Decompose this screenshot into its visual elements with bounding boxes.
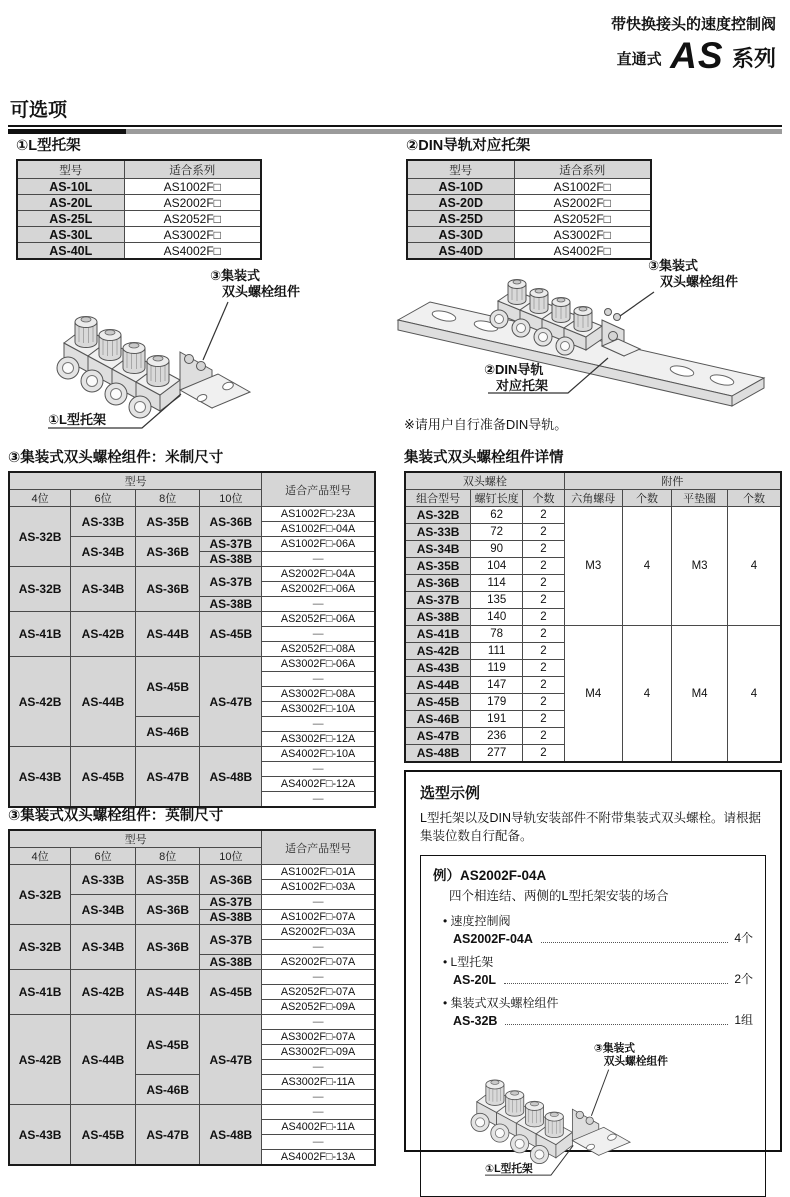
product-cell: AS3002F□-11A — [262, 1075, 375, 1090]
model-cell: AS-43B — [9, 747, 71, 808]
product-cell: — — [262, 1135, 375, 1150]
stud-assembly-label: 双头螺栓组件 — [660, 274, 739, 289]
qty-cell: 2 — [523, 643, 565, 660]
stud-detail-table — [404, 471, 782, 763]
header-row — [405, 490, 781, 507]
screw-length-cell: 119 — [471, 660, 523, 677]
column-header: 个数 — [727, 490, 781, 507]
column-header: 10位 — [200, 490, 262, 507]
product-cell: — — [262, 1015, 375, 1030]
product-cell: — — [262, 552, 375, 567]
model-cell: AS-32B — [9, 865, 71, 925]
product-cell: AS3002F□-10A — [262, 702, 375, 717]
stud-assembly-label: ③集装式 — [593, 1042, 635, 1055]
l-bracket-assembly-figure — [14, 256, 386, 449]
qty-cell: 2 — [523, 626, 565, 643]
product-cell: AS2002F□-04A — [262, 567, 375, 582]
din-rail-note: ※请用户自行准备DIN导轨。 — [404, 417, 568, 432]
series-title — [616, 35, 776, 76]
model-cell: AS-40D — [407, 243, 514, 260]
example-item-row — [453, 1011, 753, 1028]
model-cell: AS-36B — [200, 507, 262, 537]
screw-length-cell: 147 — [471, 677, 523, 694]
product-cell: AS2052F□-08A — [262, 642, 375, 657]
table-row — [17, 195, 261, 211]
product-cell: — — [262, 717, 375, 732]
model-cell: AS-35B — [405, 558, 471, 575]
column-header: 6位 — [71, 490, 136, 507]
example-item-list — [433, 912, 753, 1028]
product-cell: AS4002F□-13A — [262, 1150, 375, 1166]
group-header: 附件 — [564, 472, 781, 490]
series-cell: AS1002F□ — [124, 179, 261, 195]
model-cell: AS-42B — [71, 612, 136, 657]
header-row — [17, 160, 261, 179]
product-cell: — — [262, 1090, 375, 1105]
valve-knob-icon — [147, 356, 169, 387]
washer-qty-cell: 4 — [727, 626, 781, 763]
model-cell: AS-34B — [405, 541, 471, 558]
stud-assembly-label: 双头螺栓组件 — [222, 284, 301, 299]
manifold-l-illustration — [14, 256, 386, 444]
model-cell: AS-33B — [71, 507, 136, 537]
series-cell: AS2002F□ — [124, 195, 261, 211]
model-cell: AS-37B — [200, 895, 262, 910]
model-cell: AS-10D — [407, 179, 514, 195]
inch-stud-table — [8, 829, 376, 1166]
table-row — [407, 227, 651, 243]
l-bracket-figure-label: ①L型托架 — [48, 412, 106, 427]
product-cell: AS1002F□-23A — [262, 507, 375, 522]
screw-length-cell: 72 — [471, 524, 523, 541]
product-cell: AS3002F□-08A — [262, 687, 375, 702]
product-cell: — — [262, 940, 375, 955]
column-header: 适合产品型号 — [262, 472, 375, 507]
screw-length-cell: 277 — [471, 745, 523, 763]
series-type: 直通式 — [616, 51, 662, 68]
product-cell: — — [262, 597, 375, 612]
model-cell: AS-37B — [405, 592, 471, 609]
washer-cell: M3 — [672, 507, 728, 626]
table-row — [9, 1015, 375, 1030]
example-item-qty: 1组 — [734, 1013, 753, 1028]
column-header: 组合型号 — [405, 490, 471, 507]
dotted-leader — [504, 983, 728, 984]
model-cell: AS-40L — [17, 243, 124, 260]
product-cell: AS3002F□-12A — [262, 732, 375, 747]
model-cell: AS-47B — [405, 728, 471, 745]
table-row — [17, 179, 261, 195]
example-item-label: • 集装式双头螺栓组件 — [443, 994, 753, 1011]
valve-knob-icon — [552, 298, 570, 323]
valve-knob-icon — [574, 307, 592, 332]
column-header: 个数 — [622, 490, 672, 507]
qty-cell: 2 — [523, 677, 565, 694]
model-cell: AS-38B — [200, 552, 262, 567]
table-row — [407, 211, 651, 227]
model-cell: AS-47B — [200, 1015, 262, 1105]
model-cell: AS-45B — [135, 1015, 200, 1075]
valve-knob-icon — [508, 280, 526, 305]
model-cell: AS-43B — [9, 1105, 71, 1166]
nut-cell: M4 — [564, 626, 622, 763]
model-cell: AS-10L — [17, 179, 124, 195]
din-rail-assembly-figure — [396, 250, 780, 417]
example-item-label: • 速度控制阀 — [443, 912, 753, 929]
column-header: 六角螺母 — [564, 490, 622, 507]
model-cell: AS-46B — [135, 1075, 200, 1105]
model-cell: AS-38B — [405, 609, 471, 626]
example-figure — [433, 1035, 753, 1190]
model-cell: AS-20L — [17, 195, 124, 211]
table-row — [9, 507, 375, 522]
screw-length-cell: 111 — [471, 643, 523, 660]
model-cell: AS-42B — [71, 970, 136, 1015]
model-cell: AS-44B — [71, 657, 136, 747]
model-cell: AS-34B — [71, 537, 136, 567]
stud-leader-line — [591, 1070, 608, 1116]
qty-cell: 2 — [523, 541, 565, 558]
series-cell: AS2052F□ — [514, 211, 651, 227]
stud-assembly-label: 双头螺栓组件 — [603, 1055, 668, 1068]
model-cell: AS-33B — [71, 865, 136, 895]
table-row — [17, 211, 261, 227]
din-bracket-table — [406, 159, 652, 260]
metric-stud-section — [8, 446, 376, 808]
qty-cell: 2 — [523, 660, 565, 677]
product-subtitle: 带快换接头的速度控制阀 — [610, 16, 776, 33]
model-cell: AS-45B — [135, 657, 200, 717]
inch-stud-section — [8, 804, 376, 1166]
column-header: 个数 — [523, 490, 565, 507]
product-cell: — — [262, 1060, 375, 1075]
product-cell: AS3002F□-09A — [262, 1045, 375, 1060]
section-title: 可选项 — [8, 95, 782, 127]
product-cell: AS1002F□-03A — [262, 880, 375, 895]
model-cell: AS-32B — [9, 567, 71, 612]
qty-cell: 2 — [523, 609, 565, 626]
model-cell: AS-37B — [200, 537, 262, 552]
qty-cell: 2 — [523, 524, 565, 541]
group-header: 型号 — [9, 830, 262, 848]
model-cell: AS-25L — [17, 211, 124, 227]
product-cell: AS4002F□-10A — [262, 747, 375, 762]
product-cell: — — [262, 895, 375, 910]
product-cell: AS2002F□-06A — [262, 582, 375, 597]
page-header — [611, 16, 776, 78]
section-optional-parts — [8, 95, 782, 134]
model-cell: AS-33B — [405, 524, 471, 541]
example-item-model: AS-20L — [453, 973, 497, 988]
model-cell: AS-45B — [200, 970, 262, 1015]
qty-cell: 2 — [523, 575, 565, 592]
model-cell: AS-42B — [9, 657, 71, 747]
table-row — [9, 612, 375, 627]
dotted-leader — [541, 942, 728, 943]
model-cell: AS-48B — [405, 745, 471, 763]
table-row — [9, 865, 375, 880]
screw-length-cell: 62 — [471, 507, 523, 524]
model-cell: AS-48B — [200, 1105, 262, 1166]
valve-knob-icon — [530, 289, 548, 314]
example-item-label: • L型托架 — [443, 953, 753, 970]
screw-length-cell: 135 — [471, 592, 523, 609]
table-row — [9, 657, 375, 672]
model-cell: AS-44B — [135, 612, 200, 657]
series-cell: AS4002F□ — [124, 243, 261, 260]
stud-leader-line — [203, 302, 228, 360]
example-item-qty: 4个 — [734, 931, 753, 946]
header-row — [407, 160, 651, 179]
product-cell: AS1002F□-07A — [262, 910, 375, 925]
valve-knob-icon — [99, 330, 121, 361]
din-bracket-title: ②DIN导轨对应托架 — [406, 138, 531, 154]
column-header: 型号 — [17, 160, 124, 179]
qty-cell: 2 — [523, 745, 565, 763]
example-detail-box — [420, 855, 766, 1197]
product-cell: AS3002F□-06A — [262, 657, 375, 672]
model-cell: AS-37B — [200, 925, 262, 955]
model-cell: AS-32B — [9, 925, 71, 970]
stud-detail-title: 集装式双头螺栓组件详情 — [404, 450, 564, 466]
column-header: 6位 — [71, 848, 136, 865]
model-cell: AS-44B — [135, 970, 200, 1015]
model-cell: AS-42B — [9, 1015, 71, 1105]
column-header: 适合系列 — [124, 160, 261, 179]
series-cell: AS2052F□ — [124, 211, 261, 227]
l-bracket-table — [16, 159, 262, 260]
model-cell: AS-47B — [200, 657, 262, 747]
model-cell: AS-36B — [135, 925, 200, 970]
model-cell: AS-47B — [135, 1105, 200, 1166]
model-cell: AS-46B — [405, 711, 471, 728]
model-cell: AS-45B — [71, 1105, 136, 1166]
screw-length-cell: 191 — [471, 711, 523, 728]
product-cell: AS2052F□-09A — [262, 1000, 375, 1015]
model-cell: AS-30D — [407, 227, 514, 243]
stud-assembly-label: ③集装式 — [210, 268, 261, 283]
model-cell: AS-35B — [135, 865, 200, 895]
product-cell: AS2052F□-07A — [262, 985, 375, 1000]
product-cell: AS2052F□-06A — [262, 612, 375, 627]
example-item-model: AS-32B — [453, 1014, 498, 1029]
selection-example-title: 选型示例 — [420, 785, 481, 802]
valve-knob-icon — [123, 343, 145, 374]
model-cell: AS-36B — [135, 537, 200, 567]
washer-cell: M4 — [672, 626, 728, 763]
model-cell: AS-42B — [405, 643, 471, 660]
l-bracket-drawing — [180, 352, 250, 408]
model-cell: AS-45B — [71, 747, 136, 808]
l-bracket-figure-label: ①L型托架 — [485, 1163, 533, 1176]
product-cell: AS2002F□-03A — [262, 925, 375, 940]
model-cell: AS-34B — [71, 895, 136, 925]
model-cell: AS-36B — [135, 567, 200, 612]
model-cell: AS-46B — [135, 717, 200, 747]
example-heading: 例）AS2002F-04A — [433, 868, 547, 884]
qty-cell: 2 — [523, 558, 565, 575]
model-cell: AS-47B — [135, 747, 200, 808]
series-cell: AS2002F□ — [514, 195, 651, 211]
screw-length-cell: 114 — [471, 575, 523, 592]
product-cell: AS2002F□-07A — [262, 955, 375, 970]
model-cell: AS-32B — [405, 507, 471, 524]
metric-stud-table — [8, 471, 376, 808]
model-cell: AS-41B — [405, 626, 471, 643]
screw-length-cell: 179 — [471, 694, 523, 711]
manifold-with-l-bracket-drawing — [57, 317, 250, 419]
model-cell: AS-38B — [200, 955, 262, 970]
column-header: 平垫圈 — [672, 490, 728, 507]
model-cell: AS-35B — [135, 507, 200, 537]
product-cell: AS1002F□-04A — [262, 522, 375, 537]
header-row — [405, 472, 781, 490]
example-item-qty: 2个 — [734, 972, 753, 987]
model-cell: AS-34B — [71, 567, 136, 612]
table-row — [9, 567, 375, 582]
example-item-row — [453, 970, 753, 987]
inch-stud-title: ③集装式双头螺栓组件：英制尺寸 — [8, 808, 224, 824]
series-cell: AS3002F□ — [124, 227, 261, 243]
series-name: AS — [670, 35, 724, 76]
example-item-row — [453, 929, 753, 946]
nut-cell: M3 — [564, 507, 622, 626]
column-header: 8位 — [135, 490, 200, 507]
series-cell: AS1002F□ — [514, 179, 651, 195]
column-header: 8位 — [135, 848, 200, 865]
column-header: 适合系列 — [514, 160, 651, 179]
product-cell: AS1002F□-06A — [262, 537, 375, 552]
table-row — [9, 925, 375, 940]
table-row — [9, 970, 375, 985]
column-header: 型号 — [407, 160, 514, 179]
model-cell: AS-36B — [135, 895, 200, 925]
qty-cell: 2 — [523, 694, 565, 711]
product-cell: AS4002F□-12A — [262, 777, 375, 792]
manifold-din-illustration — [396, 250, 780, 412]
qty-cell: 2 — [523, 728, 565, 745]
table-row — [17, 227, 261, 243]
model-cell: AS-48B — [200, 747, 262, 808]
example-subheading: 四个相连结、两侧的L型托架安装的场合 — [449, 889, 669, 904]
product-cell: — — [262, 672, 375, 687]
screw-length-cell: 90 — [471, 541, 523, 558]
table-row — [407, 195, 651, 211]
dotted-leader — [505, 1024, 728, 1025]
din-bracket-figure-label: 对应托架 — [496, 378, 549, 393]
model-cell: AS-45B — [200, 612, 262, 657]
selection-example-description: L型托架以及DIN导轨安装部件不附带集装式双头螺栓。请根据集装位数自行配备。 — [420, 811, 761, 844]
table-row — [405, 507, 781, 524]
model-cell: AS-30L — [17, 227, 124, 243]
product-cell: — — [262, 627, 375, 642]
model-cell: AS-36B — [405, 575, 471, 592]
din-bracket-figure-label: ②DIN导轨 — [484, 362, 544, 377]
column-header: 10位 — [200, 848, 262, 865]
example-item — [443, 953, 753, 987]
din-bracket-section — [406, 134, 652, 260]
example-manifold-illustration — [434, 1035, 752, 1185]
washer-qty-cell: 4 — [727, 507, 781, 626]
series-cell: AS4002F□ — [514, 243, 651, 260]
product-cell: AS4002F□-11A — [262, 1120, 375, 1135]
model-cell: AS-38B — [200, 597, 262, 612]
screw-length-cell: 104 — [471, 558, 523, 575]
product-cell: — — [262, 792, 375, 808]
model-cell: AS-41B — [9, 970, 71, 1015]
model-cell: AS-38B — [200, 910, 262, 925]
nut-qty-cell: 4 — [622, 626, 672, 763]
example-item-model: AS2002F-04A — [453, 932, 533, 947]
table-row — [9, 1105, 375, 1120]
model-cell: AS-34B — [71, 925, 136, 970]
group-header: 双头螺栓 — [405, 472, 564, 490]
screw-length-cell: 140 — [471, 609, 523, 626]
table-row — [9, 747, 375, 762]
column-header: 螺钉长度 — [471, 490, 523, 507]
product-cell: AS1002F□-01A — [262, 865, 375, 880]
l-bracket-section — [16, 134, 262, 260]
column-header: 4位 — [9, 848, 71, 865]
product-cell: — — [262, 762, 375, 777]
group-header: 型号 — [9, 472, 262, 490]
qty-cell: 2 — [523, 592, 565, 609]
stud-leader-line — [620, 292, 654, 316]
product-cell: AS3002F□-07A — [262, 1030, 375, 1045]
series-cell: AS3002F□ — [514, 227, 651, 243]
valve-knob-icon — [75, 317, 97, 348]
example-item — [443, 994, 753, 1028]
model-cell: AS-44B — [405, 677, 471, 694]
model-cell: AS-41B — [9, 612, 71, 657]
screw-length-cell: 78 — [471, 626, 523, 643]
model-cell: AS-36B — [200, 865, 262, 895]
column-header: 适合产品型号 — [262, 830, 375, 865]
stud-detail-section — [404, 446, 782, 763]
model-cell: AS-25D — [407, 211, 514, 227]
model-cell: AS-37B — [200, 567, 262, 597]
l-bracket-title: ①L型托架 — [16, 138, 81, 154]
table-row — [407, 179, 651, 195]
example-item — [443, 912, 753, 946]
series-suffix: 系列 — [731, 46, 776, 71]
nut-qty-cell: 4 — [622, 507, 672, 626]
header-row — [9, 830, 375, 848]
table-row — [405, 626, 781, 643]
qty-cell: 2 — [523, 507, 565, 524]
screw-length-cell: 236 — [471, 728, 523, 745]
model-cell: AS-32B — [9, 507, 71, 567]
header-row — [9, 472, 375, 490]
product-cell: — — [262, 970, 375, 985]
selection-example-box — [404, 770, 782, 1176]
qty-cell: 2 — [523, 711, 565, 728]
metric-stud-title: ③集装式双头螺栓组件：米制尺寸 — [8, 450, 224, 466]
column-header: 4位 — [9, 490, 71, 507]
model-cell: AS-45B — [405, 694, 471, 711]
model-cell: AS-44B — [71, 1015, 136, 1105]
model-cell: AS-43B — [405, 660, 471, 677]
product-cell: — — [262, 1105, 375, 1120]
model-cell: AS-20D — [407, 195, 514, 211]
stud-assembly-label: ③集装式 — [648, 258, 699, 273]
